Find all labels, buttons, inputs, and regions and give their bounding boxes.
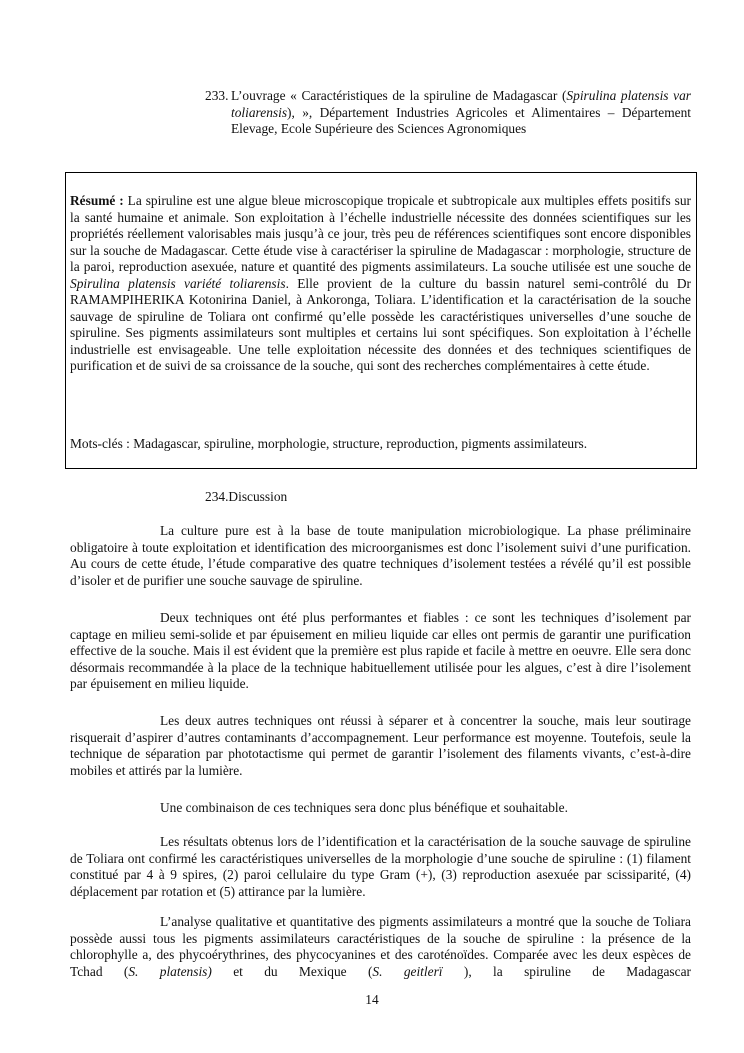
paragraph-5-text: Les résultats obtenus lors de l’identification et la caractérisation de la souche sauvage de spiruline de Toliara ont confirmé les caractéristiques universelles de la morphologie d’une souche de spiruline : (1) filament constitué par 4 à 9 spires, (2) paroi cellulaire du type Gram (+), (3) reproduction asexuée par scissiparité, (4) déplacement par rotation et (5) attirance par la lumière. [70, 834, 691, 899]
abstract-text-b: . Elle provient de la culture du bassin naturel semi-contrôlé du Dr RAMAMPIHERIKA Kotonirina Daniel, à Ankoronga, Toliara. L’identification et la caractérisation de la souche sauvage de spiruline de Toliara ont confirmé qu’elle possède les caractéristiques universelles d’une souche de spiruline. Ses pigments assimilateurs sont multiples et certains lui sont spécifiques. Son exploitation à l’échelle industrielle est envisageable. Une telle exploitation nécessite des données et des techniques scientifiques de purification et de suivi de sa croissance de la souche, qui sont des recherches complémentaires à cette étude. [70, 275, 692, 373]
reference-number: 233. [205, 88, 229, 103]
paragraph-6-italic-1: S. platensis) [128, 963, 212, 979]
discussion-paragraph-1 [70, 523, 691, 589]
reference-species-italic: Spirulina platensis var toliarensis [231, 88, 691, 120]
abstract-paragraph [70, 193, 691, 375]
section-heading-discussion: 234.Discussion [205, 489, 288, 504]
discussion-paragraph-3 [70, 713, 691, 779]
discussion-paragraph-5 [70, 834, 691, 900]
reference-text-b: ), », Département Industries Agricoles et Alimentaires – Département Elevage, Ecole Supérieure des Sciences Agronomiques [231, 104, 691, 136]
discussion-paragraph-2 [70, 610, 691, 693]
paragraph-1-text: La culture pure est à la base de toute manipulation microbiologique. La phase préliminaire obligatoire à toute exploitation et identification des microorganismes est donc l’isolement suivi d’une purification. Au cours de cette étude, l’étude comparative des quatre techniques d’isolement testées a révélé qu’il est possible d’isoler et de purifier une souche sauvage de spiruline. [70, 523, 691, 588]
paragraph-3-text: Les deux autres techniques ont réussi à séparer et à concentrer la souche, mais leur soutirage risquerait d’aspirer d’autres contaminants d’accompagnement. Leur performance est moyenne. Toutefois, seule la technique de séparation par phototactisme qui permet de garantir l’isolement des filaments vivants, c’est-à-dire mobiles et attirés par la lumière. [70, 713, 691, 778]
reference-text-a: L’ouvrage « Caractéristiques de la spiruline de Madagascar ( [231, 88, 567, 103]
reference-text [231, 88, 691, 138]
discussion-paragraph-4 [70, 800, 691, 817]
paragraph-6-text-a: L’analyse qualitative et quantitative des pigments assimilateurs a montré que la souche de Toliara possède aussi tous les pigments assimilateurs caractéristiques de la souche de spiruline : la présence de la chlorophylle a, des phycoérythrines, des phycocyanines et des caroténoïdes. Comparée avec les deux espèces de Tchad ( [70, 914, 691, 979]
abstract-label: Résumé : [70, 193, 124, 208]
paragraph-6-text-b: et du Mexique ( [211, 963, 373, 979]
paragraph-6-text-c: ), la spiruline de Madagascar [442, 963, 691, 979]
abstract-text-a: La spiruline est une algue bleue microscopique tropicale et subtropicale aux multiples effets positifs sur la santé humaine et animale. Son exploitation à l’échelle industrielle nécessite des données scientifiques sur les propriétés réellement valorisables mais jusqu’à ce jour, très peu de références scientifiques sont encore disponibles sur la souche de Madagascar. Cette étude vise à caractériser la spiruline de Madagascar : morphologie, structure de la paroi, reproduction asexuée, nature et quantité des pigments assimilateurs. La souche utilisée est une souche de [70, 193, 691, 274]
abstract-species-italic: Spirulina platensis variété toliarensis [70, 275, 286, 291]
paragraph-4-text: Une combinaison de ces techniques sera donc plus bénéfique et souhaitable. [160, 800, 568, 815]
paragraph-2-text: Deux techniques ont été plus performantes et fiables : ce sont les techniques d’isolement par captage en milieu semi-solide et par épuisement en milieu liquide car elles ont permis de garantir une purification effective de la souche. Mais il est évident que la première est plus rapide et facile à mettre en oeuvre. Elle sera donc désormais recommandée à la place de la technique habituellement utilisée pour les algues, c’est à dire l’isolement par épuisement en milieu liquide. [70, 610, 691, 691]
discussion-paragraph-6 [70, 914, 691, 980]
page-number: 14 [365, 992, 379, 1007]
paragraph-6-italic-2: S. geitlerï [372, 963, 443, 979]
abstract-keywords: Mots-clés : Madagascar, spiruline, morphologie, structure, reproduction, pigments assimilateurs. [70, 436, 588, 451]
reference-233 [205, 88, 691, 138]
